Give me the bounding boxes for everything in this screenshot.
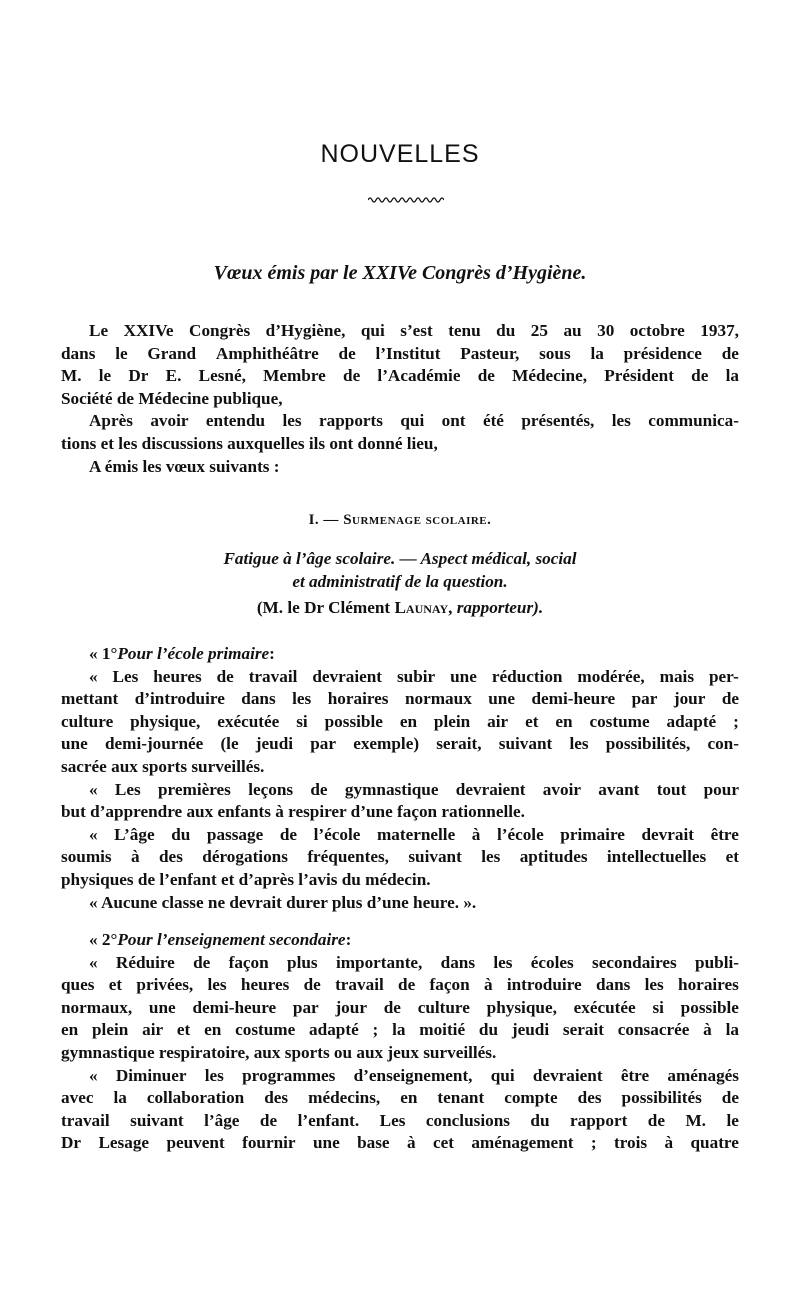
subheading-line: Fatigue à l’âge scolaire. — Aspect médical, social [223, 549, 577, 568]
primary-line: mettant d’introduire dans les horaires normaux une demi-heure par jour de [61, 689, 739, 709]
primary-label: « 1° [89, 644, 118, 663]
intro-line: Après avoir entendu les rapports qui ont été présentés, les communica- [89, 411, 739, 431]
secondary-line: Dr Lesage peuvent fournir une base à cet aménagement ; trois à quatre [61, 1133, 739, 1153]
intro-line: A émis les vœux suivants : [89, 456, 280, 476]
intro-line: tions et les discussions auxquelles ils ont donné lieu, [61, 433, 438, 453]
intro-line: Société de Médecine publique, [61, 388, 283, 408]
primary-line: physiques de l’enfant et d’après l’avis du médecin. [61, 869, 431, 889]
rapporteur-name: Launay, [394, 598, 453, 617]
primary-line: « L’âge du passage de l’école maternelle à l’école primaire devrait être [89, 824, 739, 844]
secondary-line: avec la collaboration des médecins, en tenant compte des possibilités de [61, 1088, 739, 1108]
primary-line: soumis à des dérogations fréquentes, suivant les aptitudes intellectuelles et [61, 847, 739, 867]
primary-line: « Aucune classe ne devrait durer plus d’une heure. ». [89, 892, 477, 912]
rapporteur-prefix: (M. le Dr Clément [256, 598, 391, 617]
intro-line: Le XXIVe Congrès d’Hygiène, qui s’est tenu du 25 au 30 octobre 1937, [89, 321, 739, 340]
secondary-label: « 2° [89, 930, 118, 949]
primary-line: une demi-journée (le jeudi par exemple) serait, suivant les possibilités, con- [61, 734, 739, 754]
subheading-line: et administratif de la question. [292, 571, 508, 591]
primary-heading [61, 643, 739, 666]
primary-line: but d’apprendre aux enfants à respirer d’une façon rationnelle. [61, 802, 525, 822]
rapporteur-role: rapporteur). [456, 598, 544, 617]
secondary-line: en plein air et en costume adapté ; la moitié du jeudi serait consacrée à la [61, 1020, 739, 1040]
secondary-line: travail suivant l’âge de l’enfant. Les conclusions du rapport de M. le [61, 1110, 739, 1130]
section-heading [0, 512, 800, 529]
section-number: I. — [308, 512, 339, 528]
intro-paragraph [61, 320, 739, 478]
primary-school-paragraph [61, 643, 739, 914]
secondary-heading [61, 929, 739, 952]
primary-colon: : [269, 644, 275, 663]
rapporteur-line [0, 598, 800, 618]
primary-line: « Les heures de travail devraient subir une réduction modérée, mais per- [89, 666, 739, 686]
secondary-line: normaux, une demi-heure par jour de culture physique, exécutée si possible [61, 997, 739, 1017]
primary-title: Pour l’école primaire [117, 644, 270, 663]
article-subtitle: Vœux émis par le XXIVe Congrès d’Hygiène. [213, 262, 587, 284]
primary-line: culture physique, exécutée si possible en plein air et en costume adapté ; [61, 711, 739, 731]
page-title: NOUVELLES [320, 140, 480, 168]
section-subheading [0, 548, 800, 593]
intro-line: dans le Grand Amphithéâtre de l’Institut Pasteur, sous la présidence de [61, 343, 739, 363]
secondary-school-paragraph [61, 929, 739, 1155]
primary-line: sacrée aux sports surveillés. [61, 756, 265, 776]
secondary-line: « Diminuer les programmes d’enseignement, qui devraient être aménagés [89, 1065, 739, 1085]
secondary-title: Pour l’enseignement secondaire [117, 930, 346, 949]
secondary-line: « Réduire de façon plus importante, dans les écoles secondaires publi- [89, 952, 739, 972]
primary-line: « Les premières leçons de gymnastique devraient avoir avant tout pour [89, 779, 739, 799]
secondary-colon: : [345, 930, 352, 949]
intro-line: M. le Dr E. Lesné, Membre de l’Académie de Médecine, Président de la [61, 366, 739, 386]
secondary-line: gymnastique respiratoire, aux sports ou aux jeux surveillés. [61, 1042, 497, 1062]
section-title: Surmenage scolaire. [343, 512, 492, 528]
secondary-line: ques et privées, les heures de travail de façon à introduire dans les horaires [61, 975, 739, 995]
wavy-ornament [368, 196, 444, 204]
